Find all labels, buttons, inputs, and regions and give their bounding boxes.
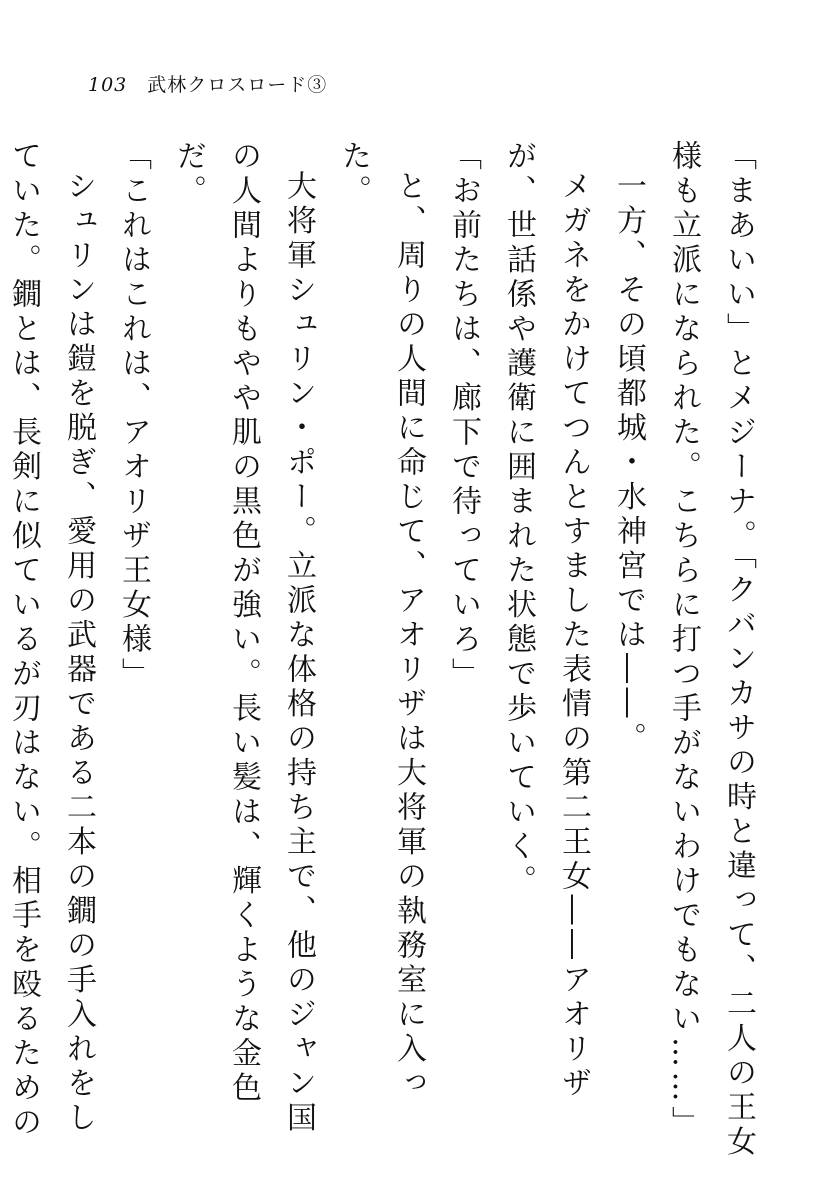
paragraph-1: 「まあいい」とメジーナ。「クバンカサの時と違って、二人の王女様も立派になられた。こちらに打つ手がないわけでもない……」	[666, 140, 756, 1160]
paragraph-6: 大将軍シュリン・ポー。立派な体格の持ち主で、他のジャン国の人間よりもやや肌の黒色が強い。長い髪は、輝くような金色だ。	[171, 140, 316, 1136]
paragraph-3: メガネをかけてつんとすました表情の第二王女――アオリザが、世話係や護衛に囲まれた状態で歩いていく。	[501, 140, 591, 1102]
vertical-body-text	[6, 140, 766, 1170]
page-number: 103	[88, 74, 128, 96]
paragraph-4: 「お前たちは、廊下で待っていろ」	[446, 140, 481, 692]
book-title: 武林クロスロード③	[147, 74, 328, 96]
paragraph-5: と、周りの人間に命じて、アオリザは大将軍の執務室に入った。	[336, 140, 426, 1102]
paragraph-2: 一方、その頃都城・水神宮では――。	[611, 170, 646, 757]
paragraph-7: 「これはこれは、アオリザ王女様」	[116, 140, 151, 692]
paragraph-8: シュリンは鎧を脱ぎ、愛用の武器である二本の鐗の手入れをしていた。鐗とは、長剣に似ているが刃はない。相手を殴るための	[6, 140, 96, 1141]
running-head	[88, 70, 327, 97]
